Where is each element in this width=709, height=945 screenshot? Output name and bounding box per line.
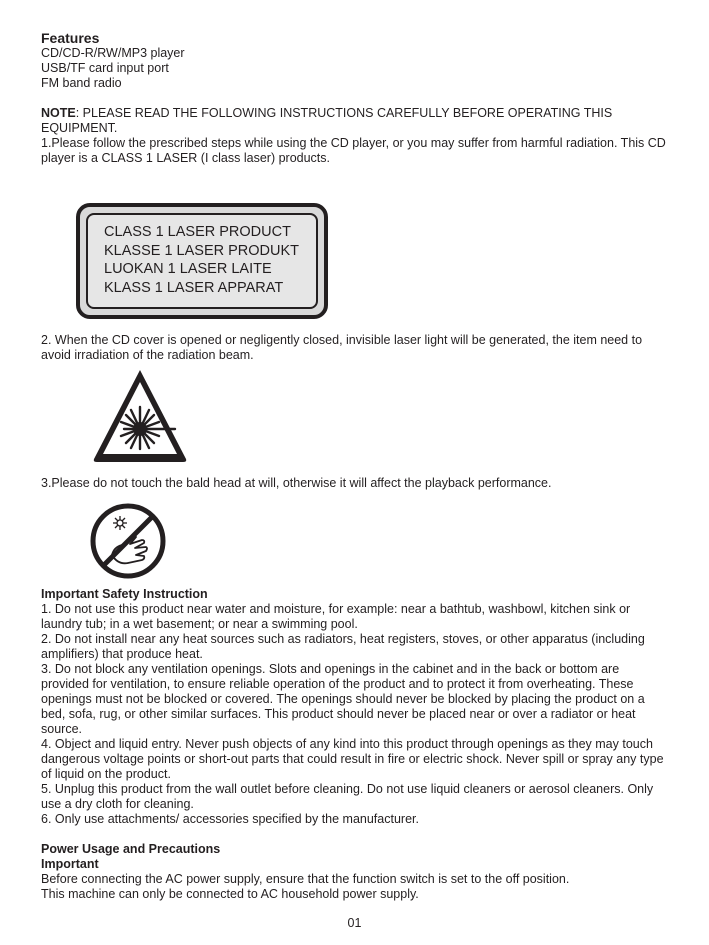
safety-line: of liquid on the product. xyxy=(41,767,171,781)
power-section xyxy=(41,842,671,902)
safety-line: 1. Do not use this product near water and moisture, for example: near a bathtub, washbowl, kitchen sink or xyxy=(41,602,631,616)
feature-item: CD/CD-R/RW/MP3 player xyxy=(41,46,185,60)
note-item-3-line-1: 3.Please do not touch the bald head at will, otherwise it will affect the playback performance. xyxy=(41,476,552,490)
note-item-1-line-1: 1.Please follow the prescribed steps while using the CD player, or you may suffer from harmful radiation. This CD xyxy=(41,136,666,150)
safety-line: bed, sofa, rug, or other similar surfaces. This product should never be placed near or over a radiator or heat xyxy=(41,707,636,721)
laser-label-line: KLASS 1 LASER APPARAT xyxy=(104,280,284,297)
safety-line: 2. Do not install near any heat sources such as radiators, heat registers, stoves, or other apparatus (including xyxy=(41,632,645,646)
note-item-2 xyxy=(41,333,671,363)
laser-label-line: KLASSE 1 LASER PRODUKT xyxy=(104,242,300,259)
safety-line: 6. Only use attachments/ accessories specified by the manufacturer. xyxy=(41,812,419,826)
power-line: This machine can only be connected to AC household power supply. xyxy=(41,887,419,901)
features-section xyxy=(41,30,671,91)
safety-line: 3. Do not block any ventilation openings. Slots and openings in the cabinet and in the back or bottom are xyxy=(41,662,620,676)
safety-line: source. xyxy=(41,722,82,736)
note-line-1 xyxy=(41,106,671,121)
note-item-2-line-2: avoid irradiation of the radiation beam. xyxy=(41,348,254,362)
safety-line: laundry tub; in a wet basement; or near a swimming pool. xyxy=(41,617,358,631)
safety-line: amplifiers) that produce heat. xyxy=(41,647,203,661)
laser-label xyxy=(104,223,299,298)
safety-line: 4. Object and liquid entry. Never push objects of any kind into this product through openings as they may touch xyxy=(41,737,653,751)
note-label: NOTE xyxy=(41,106,76,120)
note-text: : PLEASE READ THE FOLLOWING INSTRUCTIONS CAREFULLY BEFORE OPERATING THIS xyxy=(75,106,613,120)
safety-title: Important Safety Instruction xyxy=(41,587,208,601)
safety-line: openings must not be blocked or covered. The openings should never be blocked by placing the product on a xyxy=(41,692,645,706)
laser-label-line: LUOKAN 1 LASER LAITE xyxy=(104,261,272,278)
safety-line: dangerous voltage points or short-out parts that could result in fire or electric shock. Never spill or spray any type xyxy=(41,752,664,766)
power-title: Power Usage and Precautions xyxy=(41,842,221,856)
note-item-3 xyxy=(41,476,671,491)
laser-warning-icon xyxy=(91,367,189,465)
power-line: Before connecting the AC power supply, ensure that the function switch is set to the off position. xyxy=(41,872,570,886)
note-item-1-line-2: player is a CLASS 1 LASER (I class laser) products. xyxy=(41,151,331,165)
note-line-2: EQUIPMENT. xyxy=(41,121,118,135)
page-number: 01 xyxy=(347,916,362,930)
safety-line: use a dry cloth for cleaning. xyxy=(41,797,194,811)
safety-line: provided for ventilation, to ensure reliable operation of the product and to protect it from overheating. These xyxy=(41,677,634,691)
feature-item: FM band radio xyxy=(41,76,122,90)
power-subtitle: Important xyxy=(41,857,99,871)
feature-item: USB/TF card input port xyxy=(41,61,169,75)
note-item-2-line-1: 2. When the CD cover is opened or negligently closed, invisible laser light will be generated, the item need to xyxy=(41,333,643,347)
features-title: Features xyxy=(41,30,100,46)
laser-label-line: CLASS 1 LASER PRODUCT xyxy=(104,224,291,240)
note-section xyxy=(41,106,671,166)
safety-section xyxy=(41,587,671,827)
do-not-touch-icon xyxy=(90,503,166,579)
safety-line: 5. Unplug this product from the wall outlet before cleaning. Do not use liquid cleaners or aerosol cleaners. Only xyxy=(41,782,654,796)
